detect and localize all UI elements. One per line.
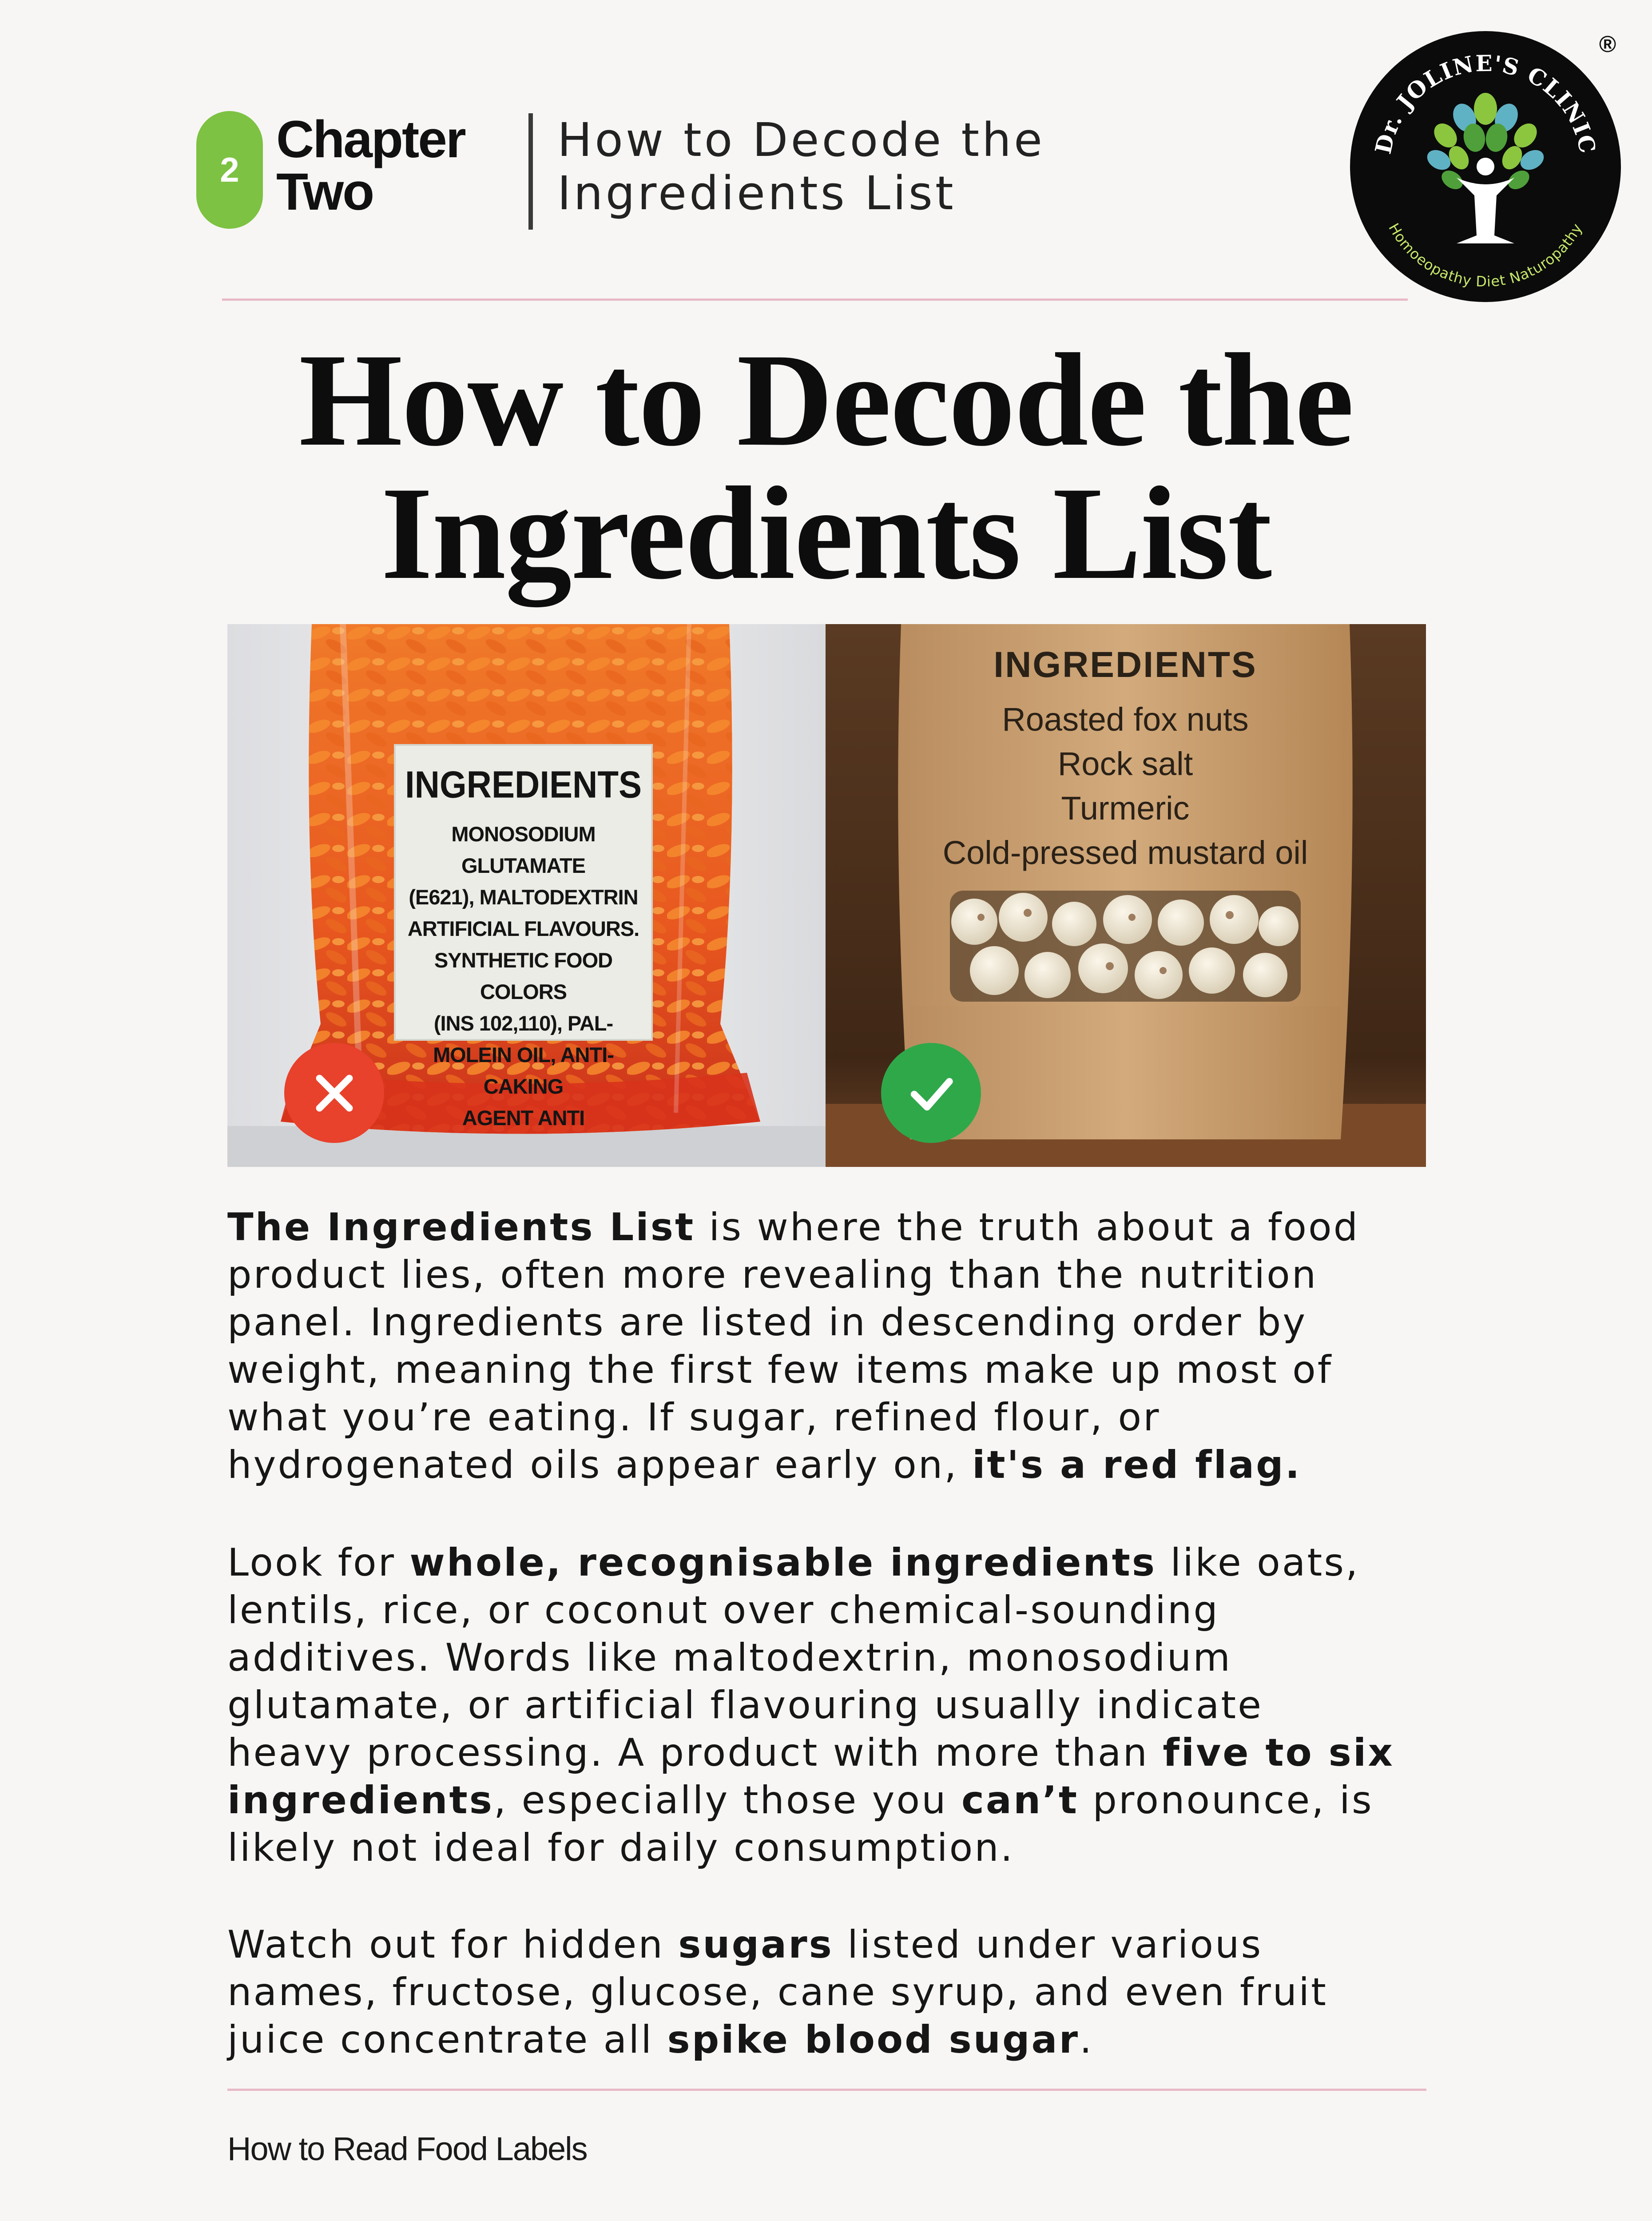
text-line: additives. Words like maltodextrin, monosodium bbox=[227, 1636, 1232, 1680]
text-line: glutamate, or artificial flavouring usually indicate bbox=[227, 1683, 1263, 1727]
processed-label-line: SYNTHETIC FOOD COLORS bbox=[434, 948, 613, 1003]
bold-phrase: sugars bbox=[678, 1922, 834, 1967]
text-run: , especially those you bbox=[493, 1778, 961, 1823]
processed-label-lines bbox=[404, 818, 643, 1134]
logo-tagline-text: Homoeopathy Diet Naturopathy bbox=[1385, 220, 1586, 291]
processed-label-line: MONOSODIUM GLUTAMATE bbox=[451, 822, 596, 877]
text-run: heavy processing. A product with more than bbox=[227, 1731, 1163, 1775]
bold-phrase: five to six bbox=[1163, 1731, 1394, 1775]
whole-food-label-title: INGREDIENTS bbox=[993, 645, 1257, 685]
whole-food-label-line: Rock salt bbox=[1057, 745, 1193, 782]
paragraph-hidden-sugars bbox=[227, 1921, 1426, 2064]
good-choice-badge bbox=[881, 1043, 981, 1143]
bold-phrase: The Ingredients List bbox=[227, 1205, 695, 1250]
text-run: Watch out for hidden bbox=[227, 1922, 679, 1967]
chapter-number: 2 bbox=[220, 150, 239, 189]
logo-name-text: Dr. JOLINE'S CLINIC bbox=[1370, 50, 1601, 156]
bold-phrase: can’t bbox=[961, 1778, 1079, 1823]
whole-food-label-line: Cold-pressed mustard oil bbox=[942, 834, 1308, 871]
header-rule bbox=[222, 299, 1408, 301]
text-run: pronounce, is bbox=[1078, 1778, 1374, 1823]
text-line: names, fructose, glucose, cane syrup, and even fruit bbox=[227, 1970, 1328, 2014]
bold-phrase: spike blood sugar bbox=[667, 2018, 1080, 2062]
header-divider bbox=[528, 113, 533, 230]
bold-phrase: it's a red flag. bbox=[972, 1443, 1302, 1487]
processed-label-line: AGENT ANTI bbox=[462, 1106, 585, 1130]
processed-label-title: INGREDIENTS bbox=[405, 763, 642, 806]
header-subtitle bbox=[557, 113, 1135, 220]
text-line: panel. Ingredients are listed in descending order by bbox=[227, 1300, 1307, 1345]
processed-label-line: (INS 102,110), PAL- bbox=[433, 1011, 613, 1035]
text-line: weight, meaning the first few items make up most of bbox=[227, 1348, 1333, 1392]
text-run: listed under various bbox=[833, 1922, 1263, 1967]
text-line: product lies, often more revealing than the nutrition bbox=[227, 1253, 1318, 1297]
processed-label-line: (E621), MALTODEXTRIN bbox=[409, 885, 638, 909]
footer-book-title: How to Read Food Labels bbox=[227, 2130, 587, 2167]
text-line: likely not ideal for daily consumption. bbox=[227, 1826, 1015, 1870]
text-run: Look for bbox=[227, 1540, 410, 1585]
bad-choice-badge bbox=[284, 1043, 384, 1143]
text-run: is where the truth about a food bbox=[695, 1205, 1360, 1250]
chapter-label-line1: Chapter bbox=[276, 110, 465, 169]
page-title-line2: Ingredients List bbox=[381, 459, 1271, 607]
registered-mark: ® bbox=[1599, 32, 1616, 57]
check-icon bbox=[905, 1067, 958, 1120]
header-subtitle-line1: How to Decode the bbox=[557, 113, 1045, 167]
paragraph-intro bbox=[227, 1204, 1426, 1489]
cross-icon bbox=[308, 1067, 361, 1120]
text-line: what you’re eating. If sugar, refined flour, or bbox=[227, 1395, 1161, 1440]
chapter-badge bbox=[196, 111, 263, 229]
bold-phrase: ingredients bbox=[227, 1778, 494, 1823]
whole-food-image bbox=[826, 624, 1426, 1167]
processed-label-line: ARTIFICIAL FLAVOURS. bbox=[407, 917, 639, 940]
text-line: lentils, rice, or coconut over chemical-sounding bbox=[227, 1588, 1219, 1632]
clinic-logo bbox=[1350, 31, 1621, 302]
whole-food-label-line: Roasted fox nuts bbox=[1002, 701, 1249, 738]
processed-label-line: MOLEIN OIL, ANTI-CAKING bbox=[433, 1043, 614, 1098]
whole-food-label-line: Turmeric bbox=[1061, 790, 1190, 827]
processed-snack-image bbox=[227, 624, 826, 1167]
text-run: . bbox=[1080, 2018, 1094, 2062]
page-title bbox=[133, 326, 1519, 607]
chapter-label bbox=[276, 110, 498, 221]
processed-ingredients-label bbox=[394, 744, 653, 1130]
chapter-label-line2: Two bbox=[276, 163, 373, 221]
bold-phrase: whole, recognisable ingredients bbox=[409, 1540, 1157, 1585]
text-run: hydrogenated oils appear early on, bbox=[227, 1443, 972, 1487]
text-run: juice concentrate all bbox=[227, 2018, 667, 2062]
footer-rule bbox=[227, 2089, 1426, 2091]
paragraph-whole-ingredients bbox=[227, 1539, 1426, 1872]
tree-logo-icon bbox=[1350, 31, 1621, 302]
whole-food-label-lines bbox=[930, 697, 1321, 875]
header-subtitle-line2: Ingredients List bbox=[557, 166, 956, 220]
page-title-line1: How to Decode the bbox=[299, 326, 1353, 474]
text-run: like oats, bbox=[1156, 1540, 1360, 1585]
